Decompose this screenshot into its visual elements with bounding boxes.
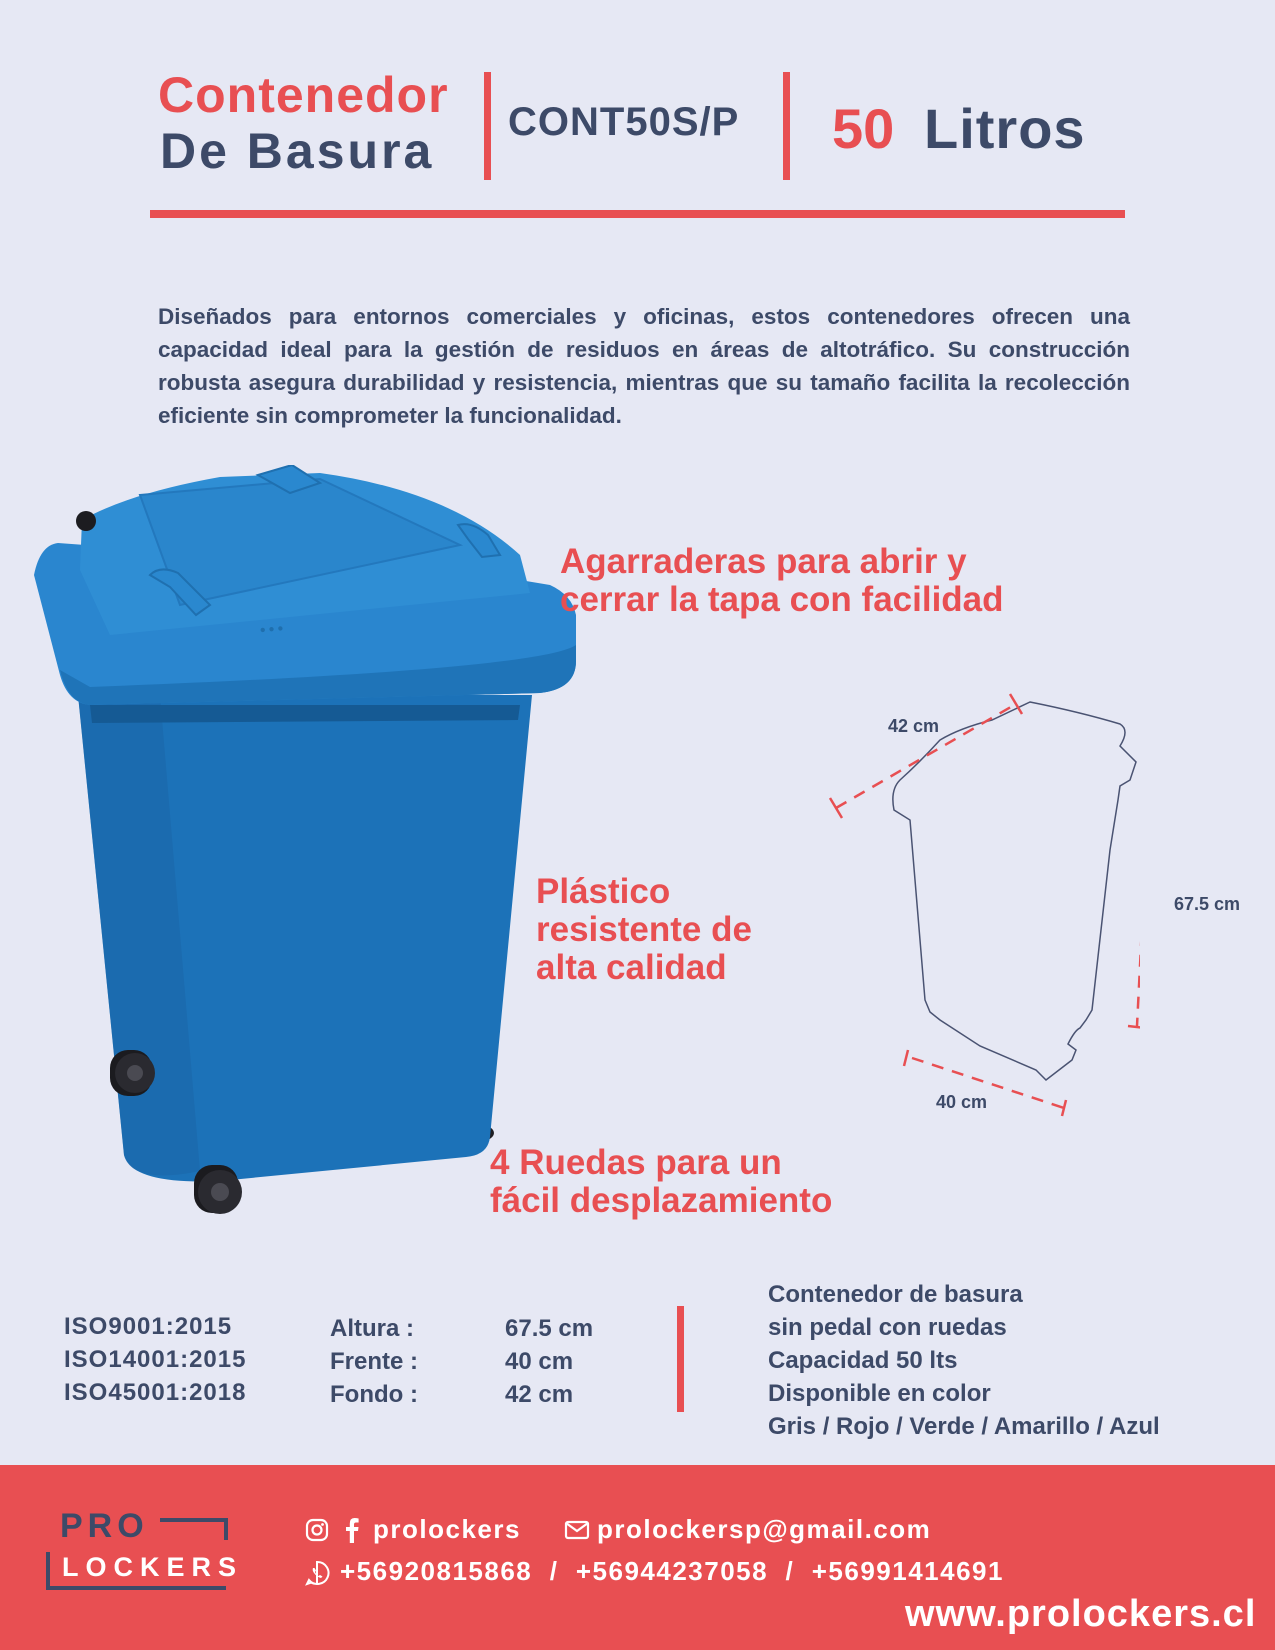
info-line: Contenedor de basura: [768, 1281, 1023, 1308]
product-description: Diseñados para entornos comerciales y oficinas, estos contenedores ofrecen una capacidad ideal para la gestión de residuos en áreas de altotráfico. Su construcción robusta asegura durabilidad y resistencia, mientras que su tamaño facilita la recolección eficiente sin comprometer la funcionalidad.: [158, 304, 1130, 428]
dimension-front-label: 40 cm: [936, 1092, 988, 1112]
info-line: sin pedal con ruedas: [768, 1314, 1007, 1341]
dimension-diagram: [820, 690, 1140, 1120]
instagram-icon[interactable]: [305, 1518, 329, 1542]
certification-item: ISO45001:2018: [64, 1379, 247, 1406]
specs-divider: [677, 1306, 684, 1412]
feature-wheels: [490, 1144, 832, 1220]
spec-labels: [330, 1312, 418, 1411]
capacity-number: 50: [832, 97, 895, 160]
spec-values: [505, 1312, 593, 1411]
feature-plastic-line-3: alta calidad: [536, 948, 727, 987]
info-line: Gris / Rojo / Verde / Amarillo / Azul: [768, 1413, 1160, 1440]
feature-wheels-line-2: fácil desplazamiento: [490, 1181, 833, 1220]
dimension-height-label: 67.5 cm: [1174, 894, 1241, 914]
product-info: [768, 1278, 1160, 1443]
info-line: Disponible en color: [768, 1380, 991, 1407]
spec-label: Fondo :: [330, 1381, 418, 1408]
certification-item: ISO14001:2015: [64, 1346, 247, 1373]
feature-plastic-line-1: Plástico: [536, 872, 671, 911]
feature-handles-line-1: Agarraderas para abrir y: [560, 542, 967, 581]
feature-handles-line-2: cerrar la tapa con facilidad: [560, 580, 1004, 619]
title-line-1: Contenedor: [158, 67, 449, 123]
feature-wheels-line-1: 4 Ruedas para un: [490, 1143, 782, 1182]
title-line-2: De Basura: [160, 123, 435, 179]
spec-label: Frente :: [330, 1348, 419, 1375]
certifications-list: [64, 1310, 246, 1409]
feature-plastic-line-2: resistente de: [536, 910, 752, 949]
facebook-icon[interactable]: [344, 1517, 360, 1543]
header-rule: [150, 210, 1125, 218]
logo-text-lockers: LOCKERS: [62, 1552, 244, 1582]
social-handle[interactable]: prolockers: [373, 1514, 521, 1544]
dimension-depth-label: 42 cm: [888, 716, 940, 736]
website-link[interactable]: www.prolockers.cl: [905, 1593, 1257, 1635]
email-icon[interactable]: [564, 1519, 590, 1541]
feature-plastic: [536, 873, 752, 987]
logo-text-pro: PRO: [60, 1507, 149, 1545]
whatsapp-icon[interactable]: [304, 1560, 330, 1586]
header-divider-2: [783, 72, 790, 180]
trash-bin-image: [20, 465, 590, 1225]
model-code: CONT50S/P: [508, 100, 740, 144]
spec-label: Altura :: [330, 1315, 414, 1342]
spec-value: 42 cm: [505, 1381, 574, 1408]
header-divider-1: [484, 72, 491, 180]
certification-item: ISO9001:2015: [64, 1313, 233, 1340]
svg-text:● ● ●: ● ● ●: [259, 622, 284, 636]
feature-handles: [560, 543, 1004, 619]
email-address[interactable]: prolockersp@gmail.com: [597, 1514, 932, 1544]
phone-numbers[interactable]: +56920815868 / +56944237058 / +56991414691: [340, 1556, 1004, 1586]
info-line: Capacidad 50 lts: [768, 1347, 958, 1374]
spec-value: 40 cm: [505, 1348, 574, 1375]
spec-value: 67.5 cm: [505, 1315, 594, 1342]
capacity-unit: Litros: [924, 97, 1086, 160]
